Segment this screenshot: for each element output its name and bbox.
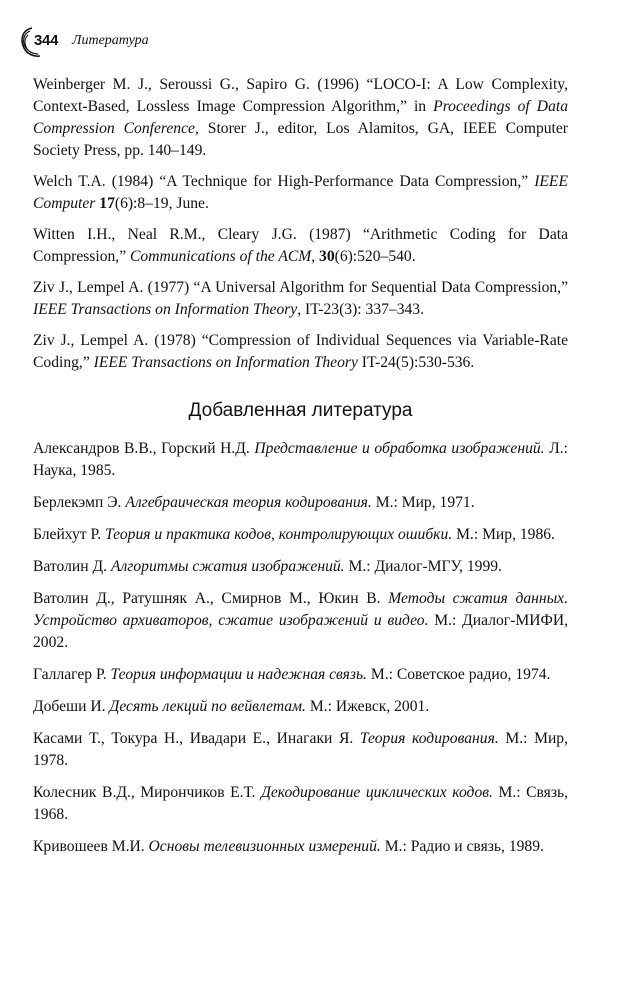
ref-source: Алгебраическая теория кодирования. (125, 494, 372, 511)
ref-text: М.: Радио и связь, 1989. (380, 838, 544, 855)
reference-item (33, 588, 568, 654)
ref-text: Ватолин Д., Ратушняк А., Смирнов М., Юкин В. (33, 590, 389, 607)
reference-item (33, 330, 568, 374)
ref-text: Witten I.H., Neal R.M., Cleary J.G. (1987) “Arithmetic Coding for Data Compression,” (33, 226, 568, 265)
reference-item (33, 74, 568, 162)
ref-text: М.: Мир, 1978. (33, 730, 568, 769)
reference-item (33, 836, 568, 858)
ref-text: Ватолин Д. (33, 558, 111, 575)
reference-item (33, 277, 568, 321)
ref-text: , Storer J., editor, Los Alamitos, GA, IEEE Computer Society Press, pp. 140–149. (33, 120, 568, 159)
ref-volume: 17 (99, 195, 115, 212)
ref-text: М.: Мир, 1986. (452, 526, 555, 543)
ref-text: Л.: Наука, 1985. (33, 440, 568, 479)
reference-item (33, 664, 568, 686)
ref-source: Communications of the ACM (130, 248, 312, 265)
ref-source: Основы телевизионных измерений. (148, 838, 381, 855)
ref-text: , (311, 248, 320, 265)
ref-text: М.: Диалог-МИФИ, 2002. (33, 612, 568, 651)
ref-text: Кривошеев М.И. (33, 838, 149, 855)
section-title: Добавленная литература (188, 400, 413, 421)
reference-item (33, 492, 568, 514)
reference-item (33, 728, 568, 772)
ref-source: Теория и практика кодов, контролирующих ошибки. (105, 526, 453, 543)
reference-item (33, 556, 568, 578)
ref-source: Алгоритмы сжатия изображений. (110, 558, 345, 575)
ref-text: (6):520–540. (334, 248, 416, 265)
ref-text: М.: Мир, 1971. (371, 494, 475, 511)
ref-source: IEEE Transactions on Information Theory (33, 301, 298, 318)
ref-text: Добеши И. (33, 698, 110, 715)
ref-source: IEEE Computer (33, 173, 568, 212)
ref-source: Десять лекций по вейвлетам. (109, 698, 306, 715)
ref-text: Александров В.В., Горский Н.Д. (33, 440, 255, 457)
ref-volume: 30 (319, 248, 335, 265)
ref-text: Колесник В.Д., Мирончиков Е.Т. (33, 784, 261, 801)
ref-text: М.: Диалог-МГУ, 1999. (344, 558, 502, 575)
ref-text: Блейхут Р. (33, 526, 106, 543)
ref-source: Теория кодирования. (359, 730, 499, 747)
ref-source: IEEE Transactions on Information Theory (93, 354, 358, 371)
ref-text: М.: Ижевск, 2001. (305, 698, 430, 715)
reference-item (33, 224, 568, 268)
reference-list (33, 74, 568, 868)
ref-text: Касами Т., Токура Н., Ивадари Е., Инагаки Я. (33, 730, 360, 747)
ref-text: Weinberger M. J., Seroussi G., Sapiro G. (1996) “LOCO-I: A Low Complexity, Context-Based, Lossless Image Compression Algorithm,” in (33, 76, 568, 115)
ref-text: (6):8–19, June. (114, 195, 209, 212)
ref-source: Proceedings of Data Compression Conference (33, 98, 568, 137)
reference-item (33, 696, 568, 718)
reference-item (33, 438, 568, 482)
ref-text: М.: Советское радио, 1974. (366, 666, 551, 683)
ref-source: Представление и обработка изображений. (254, 440, 545, 457)
ref-text: IT-24(5):530-536. (357, 354, 475, 371)
ref-text: Ziv J., Lempel A. (1977) “A Universal Algorithm for Sequential Data Compression,” (33, 279, 568, 296)
ref-text: Ziv J., Lempel A. (1978) “Compression of Individual Sequences via Variable-Rate Coding,” (33, 332, 568, 371)
page-number: 344 (34, 32, 59, 49)
ref-source: Методы сжатия данных. Устройство архиваторов, сжатие изображений и видео. (33, 590, 568, 629)
ref-source: Декодирование циклических кодов. (260, 784, 493, 801)
page-header (18, 26, 598, 58)
reference-item (33, 171, 568, 215)
reference-item (33, 782, 568, 826)
ref-text: , IT-23(3): 337–343. (297, 301, 424, 318)
ref-text: Галлагер Р. (33, 666, 111, 683)
ref-text: М.: Связь, 1968. (33, 784, 569, 823)
ref-source: Теория информации и надежная связь. (110, 666, 367, 683)
ref-text: Берлекэмп Э. (33, 494, 126, 511)
running-title: Литература (72, 33, 149, 48)
ref-text: Welch T.A. (1984) “A Technique for High-Performance Data Compression,” (33, 173, 535, 190)
reference-item (33, 524, 568, 546)
